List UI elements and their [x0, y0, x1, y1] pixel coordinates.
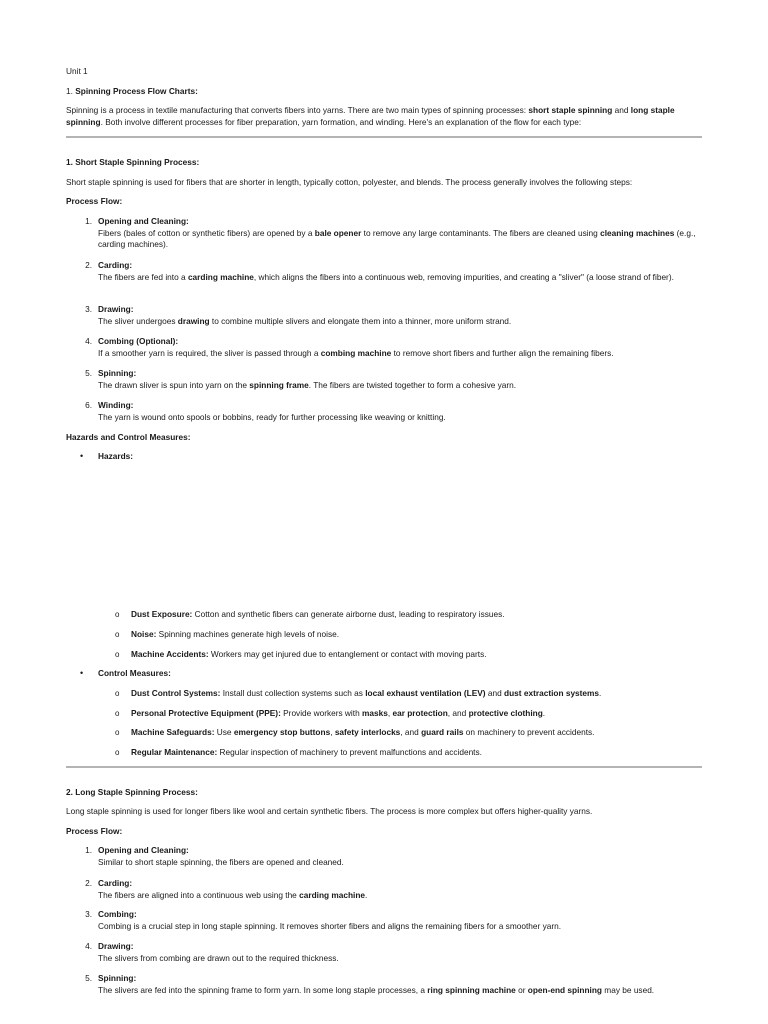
text-run: The sliver undergoes	[98, 315, 178, 326]
bold-term: safety interlocks	[334, 727, 401, 737]
list-number: 1.	[85, 216, 92, 226]
text-run: .	[599, 688, 602, 698]
bold-term: open-end spinning	[527, 984, 602, 995]
list-number: 3.	[85, 909, 92, 919]
bold-term: guard rails	[421, 727, 464, 737]
text-run: to combine multiple slivers and elongate them into a thinner, more uniform strand.	[209, 315, 512, 326]
step-description	[98, 348, 700, 360]
doc-heading-title: Spinning Process Flow Charts:	[75, 86, 198, 96]
sub-bullet-marker: o	[115, 709, 120, 718]
sub-list-text	[131, 609, 701, 621]
hazards-label: Hazards:	[98, 451, 134, 461]
list-item-body	[98, 845, 700, 868]
short-section-heading	[0, 157, 768, 169]
text-run: and	[612, 105, 631, 115]
list-number: 5.	[85, 973, 92, 983]
doc-heading-number: 1.	[66, 86, 76, 96]
bold-term: carding machine	[299, 889, 366, 900]
text-run: The drawn sliver is spun into yarn on the	[98, 379, 250, 390]
list-number: 4.	[85, 336, 92, 346]
bold-term: Noise:	[131, 629, 157, 639]
long-section-heading-text: 2. Long Staple Spinning Process:	[66, 787, 198, 797]
text-run: Workers may get injured due to entanglement or contact with moving parts.	[208, 649, 487, 659]
text-run: .	[365, 889, 368, 900]
sub-bullet-marker: o	[115, 630, 120, 639]
sub-bullet-marker: o	[115, 610, 120, 619]
step-description	[98, 921, 700, 933]
bold-term: cleaning machines	[600, 227, 675, 238]
long-section-heading	[0, 787, 768, 799]
list-item-body	[98, 878, 700, 901]
text-run: Regular inspection of machinery to prevent malfunctions and accidents.	[217, 747, 482, 757]
bullet-marker: •	[80, 668, 84, 678]
text-run: .	[542, 708, 546, 718]
sub-bullet-marker: o	[115, 689, 120, 698]
bold-term: protective clothing	[468, 708, 543, 718]
text-run: If a smoother yarn is required, the sliver is passed through a	[98, 347, 321, 358]
bold-term: emergency stop buttons	[233, 727, 331, 737]
long-process-flow-label	[0, 826, 768, 838]
text-run: The slivers from combing are drawn out to the required thickness.	[98, 952, 339, 963]
text-run: Spinning machines generate high levels of noise.	[156, 629, 340, 639]
text-run: . The fibers are twisted together to form a cohesive yarn.	[308, 379, 517, 390]
step-title: Carding:	[98, 878, 133, 888]
step-title: Drawing:	[98, 304, 134, 314]
sub-bullet-marker: o	[115, 728, 120, 737]
list-item-body	[98, 941, 700, 964]
list-number: 2.	[85, 878, 92, 888]
step-title: Combing:	[98, 909, 137, 919]
step-description	[98, 890, 700, 902]
text-run: Provide workers with	[280, 708, 362, 718]
text-run: Install dust collection systems such as	[220, 688, 366, 698]
text-run: Use	[214, 727, 234, 737]
doc-heading	[0, 86, 768, 98]
list-number: 2.	[85, 260, 92, 270]
text-run: , which aligns the fibers into a continuous web, removing impurities, and creating a "sliver" (a loose strand of fiber).	[253, 271, 674, 282]
list-item-body	[98, 216, 700, 251]
bold-term: drawing	[177, 315, 210, 326]
step-title: Carding:	[98, 260, 133, 270]
list-item-body	[98, 973, 700, 996]
list-number: 6.	[85, 400, 92, 410]
short-section-description: Short staple spinning is used for fibers that are shorter in length, typically cotton, polyester, and blends. The process generally involves the following steps:	[66, 177, 633, 187]
text-run: may be used.	[602, 984, 655, 995]
text-run: and	[485, 688, 505, 698]
text-run: ,	[330, 727, 335, 737]
bold-term: Personal Protective Equipment (PPE):	[131, 708, 281, 718]
list-item-body	[98, 260, 700, 283]
text-run: , and	[447, 708, 469, 718]
sub-bullet-marker: o	[115, 650, 120, 659]
text-run: The fibers are fed into a	[98, 271, 188, 282]
bold-term: spinning frame	[249, 379, 309, 390]
text-run: or	[515, 984, 528, 995]
bold-term: masks	[362, 708, 388, 718]
bold-term: combing machine	[320, 347, 392, 358]
text-run: on machinery to prevent accidents.	[463, 727, 595, 737]
sub-list-text	[131, 708, 701, 720]
list-number: 4.	[85, 941, 92, 951]
text-run: ,	[387, 708, 393, 718]
short-process-flow-label-text: Process Flow:	[66, 196, 123, 206]
short-section-heading-text: 1. Short Staple Spinning Process:	[66, 157, 200, 167]
text-run: to remove short fibers and further align the remaining fibers.	[391, 347, 614, 358]
sub-list-text	[131, 688, 701, 700]
bold-term: Dust Control Systems:	[131, 688, 221, 698]
step-description	[98, 412, 700, 424]
step-title: Opening and Cleaning:	[98, 216, 189, 226]
list-item-body	[98, 336, 700, 359]
text-run: The yarn is wound onto spools or bobbins, ready for further processing like weaving or knitting.	[98, 411, 446, 422]
short-process-flow-label	[0, 196, 768, 208]
long-section-description: Long staple spinning is used for longer fibers like wool and certain synthetic fibers. The process is more complex but offers higher-quality yarns.	[66, 806, 593, 816]
list-number: 3.	[85, 304, 92, 314]
step-description	[98, 316, 700, 328]
bold-term: Machine Safeguards:	[131, 727, 215, 737]
sub-list-text	[131, 649, 701, 661]
bold-term: ear protection	[392, 708, 448, 718]
bold-term: local exhaust ventilation (LEV)	[365, 688, 486, 698]
section-divider	[66, 136, 702, 138]
sub-list-text	[131, 727, 701, 739]
text-run: . Both involve different processes for fiber preparation, yarn formation, and winding. Here's an explanation of the flow for each type:	[100, 116, 582, 127]
step-title: Opening and Cleaning:	[98, 845, 189, 855]
text-run: Fibers (bales of cotton or synthetic fibers) are opened by a	[98, 227, 315, 238]
text-run: Similar to short staple spinning, the fibers are opened and cleaned.	[98, 856, 344, 867]
bold-term: Regular Maintenance:	[131, 747, 218, 757]
text-run: , and	[400, 727, 422, 737]
unit-label: Unit 1	[66, 66, 88, 76]
controls-label: Control Measures:	[98, 668, 171, 678]
step-description	[98, 953, 700, 965]
bold-term: Dust Exposure:	[131, 609, 193, 619]
bold-term: carding machine	[187, 271, 254, 282]
list-item-body	[98, 909, 700, 932]
bold-term: short staple spinning	[528, 105, 613, 115]
step-title: Winding:	[98, 400, 134, 410]
bullet-marker: •	[80, 451, 84, 461]
text-run: to remove any large contaminants. The fibers are cleaned using	[361, 227, 601, 238]
sub-list-text	[131, 629, 701, 641]
text-run: Spinning is a process in textile manufacturing that converts fibers into yarns. There are two main types of spinning processes:	[66, 105, 529, 115]
bold-term: bale opener	[314, 227, 362, 238]
hazards-controls-heading-text: Hazards and Control Measures:	[66, 432, 191, 442]
bold-term: Machine Accidents:	[131, 649, 209, 659]
hazards-controls-heading	[0, 432, 768, 444]
list-number: 5.	[85, 368, 92, 378]
step-description	[98, 985, 700, 997]
list-item-body	[98, 368, 700, 391]
sub-list-text	[131, 747, 701, 759]
step-title: Spinning:	[98, 368, 137, 378]
text-run: The fibers are aligned into a continuous web using the	[98, 889, 300, 900]
bold-term: ring spinning machine	[427, 984, 516, 995]
step-title: Spinning:	[98, 973, 137, 983]
step-description	[98, 380, 700, 392]
step-title: Drawing:	[98, 941, 134, 951]
list-number: 1.	[85, 845, 92, 855]
text-run: (e.g., carding machines).	[98, 227, 696, 249]
intro-paragraph	[0, 105, 768, 128]
list-item-body	[98, 400, 700, 423]
step-description	[98, 228, 700, 251]
text-run: The slivers are fed into the spinning frame to form yarn. In some long staple processes, a	[98, 984, 428, 995]
text-run: Combing is a crucial step in long staple spinning. It removes shorter fibers and aligns the remaining fibers for a smoother yarn.	[98, 920, 562, 931]
text-run: Cotton and synthetic fibers can generate airborne dust, leading to respiratory issues.	[192, 609, 505, 619]
sub-bullet-marker: o	[115, 748, 120, 757]
bold-term: long staple spinning	[66, 105, 675, 127]
section-divider	[66, 766, 702, 768]
step-description	[98, 857, 700, 869]
long-process-flow-label-text: Process Flow:	[66, 826, 123, 836]
list-item-body	[98, 304, 700, 327]
step-description	[98, 272, 700, 284]
step-title: Combing (Optional):	[98, 336, 179, 346]
bold-term: dust extraction systems	[504, 688, 600, 698]
